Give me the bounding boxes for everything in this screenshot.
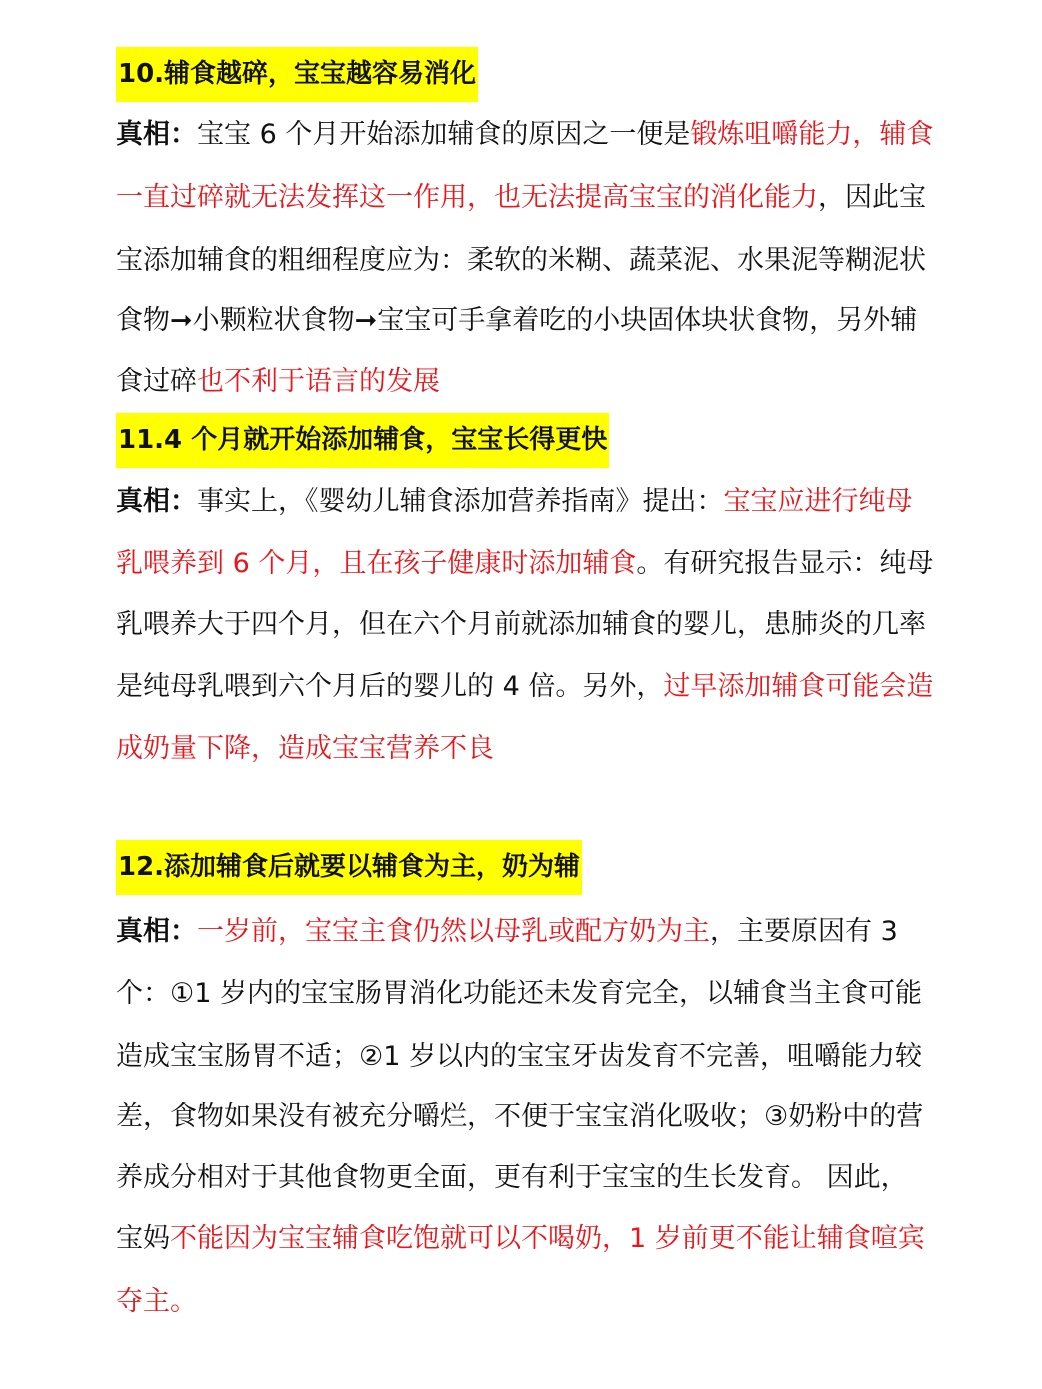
section-12-line-2	[116, 977, 936, 1011]
section-11-line-5	[116, 732, 936, 766]
body-text: 是纯母乳喂到六个月后的婴儿的 4 倍。另外，	[116, 671, 664, 702]
section-12-line-4	[116, 1100, 936, 1134]
highlight-text: 锻炼咀嚼能力，辅食	[690, 119, 934, 150]
highlight-text: 夺主。	[116, 1286, 197, 1317]
body-text: 造成宝宝肠胃不适；②1 岁以内的宝宝牙齿发育不完善，咀嚼能力较	[116, 1041, 922, 1072]
section-12-line-1	[116, 915, 936, 949]
truth-label: 真相：	[116, 916, 197, 947]
section-12-line-5	[116, 1161, 936, 1195]
section-10-line-2	[116, 181, 936, 215]
section-10-line-5	[116, 365, 936, 399]
truth-label: 真相：	[116, 119, 197, 150]
section-11-line-1	[116, 485, 936, 519]
body-text: 乳喂养大于四个月，但在六个月前就添加辅食的婴儿，患肺炎的几率	[116, 609, 926, 640]
body-text: 个：①1 岁内的宝宝肠胃消化功能还未发育完全，以辅食当主食可能	[116, 978, 922, 1009]
body-text: 宝添加辅食的粗细程度应为：柔软的米糊、蔬菜泥、水果泥等糊泥状	[116, 245, 926, 276]
body-text: 宝宝 6 个月开始添加辅食的原因之一便是	[197, 119, 691, 150]
body-text: 事实上，《婴幼儿辅食添加营养指南》提出：	[197, 486, 724, 517]
truth-label: 真相：	[116, 486, 197, 517]
body-text: ，主要原因有 3	[710, 916, 898, 947]
section-12-heading: 12.添加辅食后就要以辅食为主，奶为辅	[116, 840, 582, 895]
section-12-line-7	[116, 1285, 936, 1319]
highlight-text: 一直过碎就无法发挥这一作用，也无法提高宝宝的消化能力	[116, 182, 818, 213]
highlight-text: 也不利于语言的发展	[197, 366, 440, 397]
section-11-line-4	[116, 670, 936, 704]
body-text: 。有研究报告显示：纯母	[636, 548, 934, 579]
highlight-text: 过早添加辅食可能会造	[663, 671, 934, 702]
section-11-line-3	[116, 608, 936, 642]
section-10-line-3	[116, 244, 936, 278]
highlight-text: 乳喂养到 6 个月，且在孩子健康时添加辅食	[116, 548, 637, 579]
body-text: 宝妈	[116, 1223, 170, 1254]
section-10-line-1	[116, 118, 936, 152]
highlight-text: 不能因为宝宝辅食吃饱就可以不喝奶，1 岁前更不能让辅食喧宾	[170, 1223, 925, 1254]
body-text: 食物➞小颗粒状食物➞宝宝可手拿着吃的小块固体块状食物，另外辅	[116, 305, 918, 336]
section-12-line-6	[116, 1222, 936, 1256]
highlight-text: 宝宝应进行纯母	[723, 486, 913, 517]
body-text: 食过碎	[116, 366, 197, 397]
section-12-line-3	[116, 1040, 936, 1074]
highlight-text: 一岁前，宝宝主食仍然以母乳或配方奶为主	[197, 916, 710, 947]
section-11-heading: 11.4 个月就开始添加辅食，宝宝长得更快	[116, 413, 609, 468]
section-11-line-2	[116, 547, 936, 581]
body-text: 差，食物如果没有被充分嚼烂，不便于宝宝消化吸收；③奶粉中的营	[116, 1101, 924, 1132]
body-text: 养成分相对于其他食物更全面，更有利于宝宝的生长发育。 因此，	[116, 1162, 908, 1193]
highlight-text: 成奶量下降，造成宝宝营养不良	[116, 733, 494, 764]
body-text: ，因此宝	[818, 182, 926, 213]
section-10-line-4	[116, 304, 936, 338]
section-10-heading: 10.辅食越碎，宝宝越容易消化	[116, 47, 478, 102]
